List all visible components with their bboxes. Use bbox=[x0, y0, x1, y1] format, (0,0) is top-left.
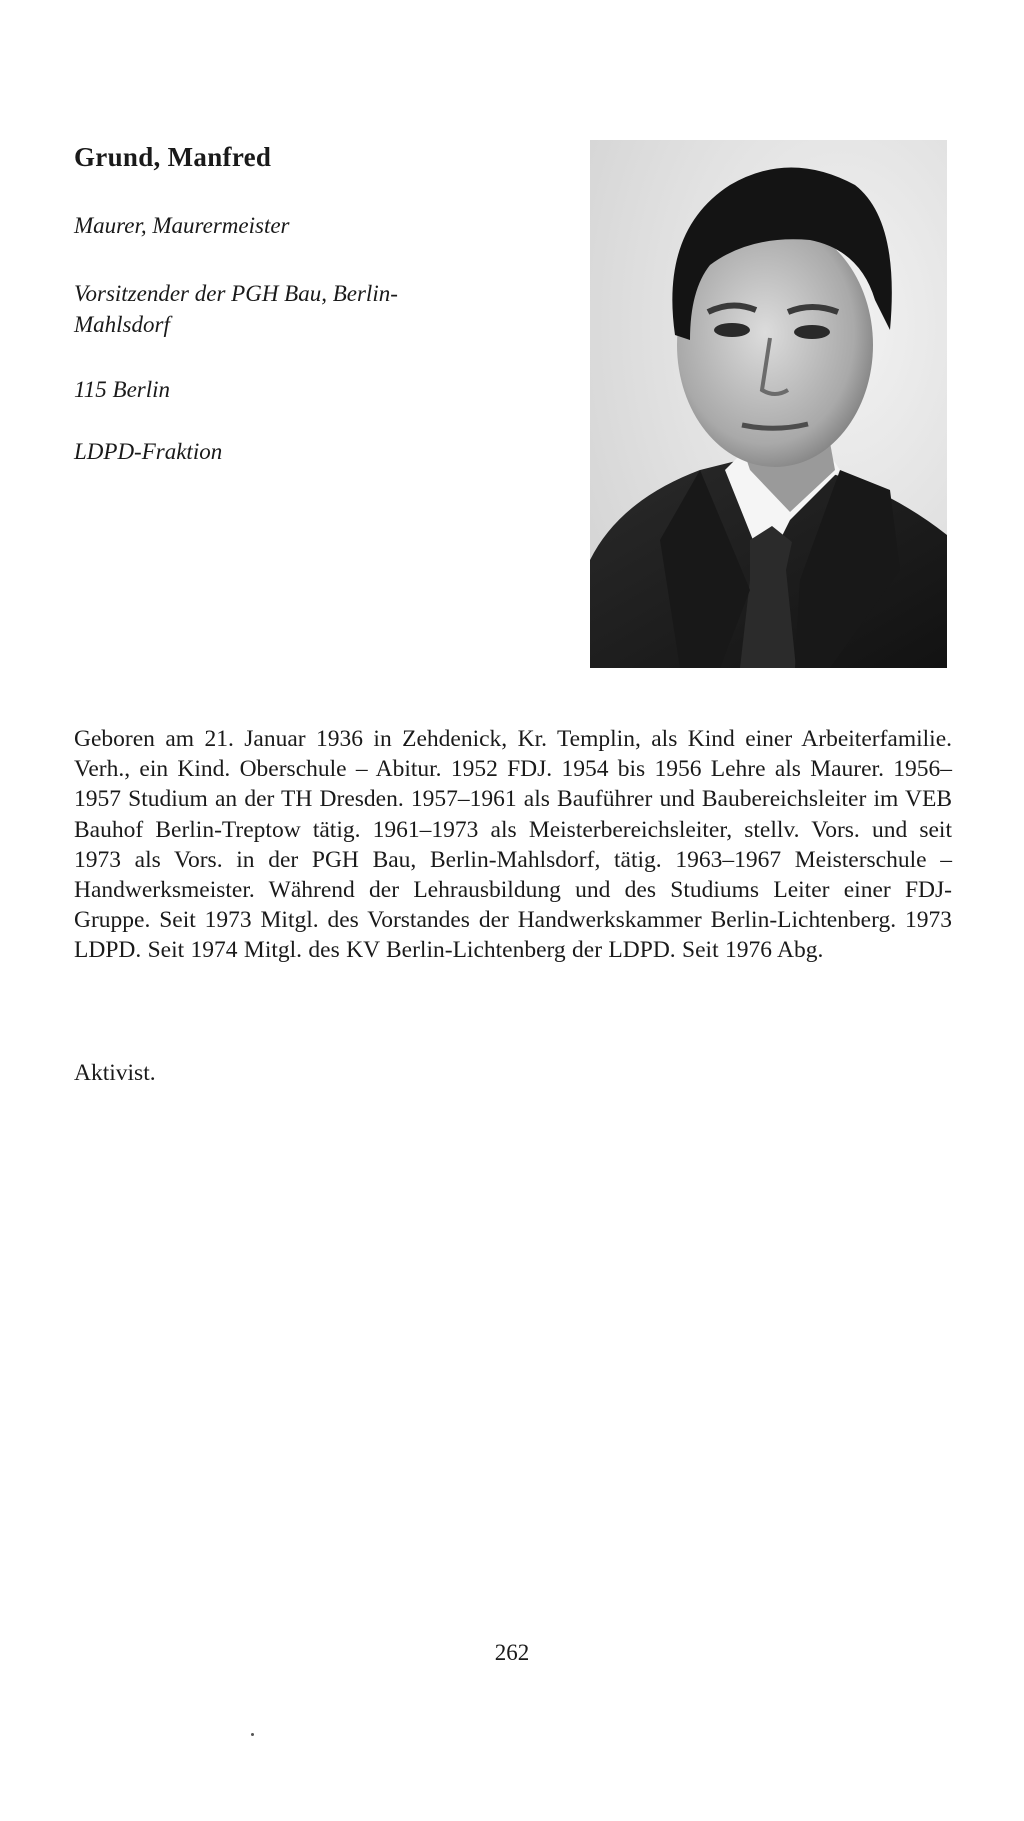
occupation: Maurer, Maurermeister bbox=[74, 213, 290, 238]
person-name: Grund, Manfred bbox=[74, 142, 272, 172]
biography-award: Aktivist. bbox=[74, 1060, 156, 1086]
scan-speck bbox=[251, 1733, 254, 1736]
photo-eye-right bbox=[794, 325, 830, 339]
address: 115 Berlin bbox=[74, 377, 171, 402]
position: Vorsitzender der PGH Bau, Berlin-Mahlsdorf bbox=[74, 281, 398, 337]
biography-text: Geboren am 21. Januar 1936 in Zehdenick, Kr. Templin, als Kind einer Arbeiterfamilie. Verh., ein Kind. Oberschule – Abitur. 1952 FDJ. 1954 bis 1956 Lehre als Maurer. 1956–1957 Studium an der TH Dresden. 1957–1961 als Bauführer und Baubereichsleiter im VEB Bauhof Berlin-Treptow tätig. 1961–1973 als Meisterbereichsleiter, stellv. Vors. und seit 1973 als Vors. in der PGH Bau, Berlin-Mahlsdorf, tätig. 1963–1967 Meisterschule – Handwerksmeister. Während der Lehrausbildung und des Studiums Leiter einer FDJ-Gruppe. Seit 1973 Mitgl. des Vorstandes der Handwerkskammer Berlin-Lichtenberg. 1973 LDPD. Seit 1974 Mitgl. des KV Berlin-Lichtenberg der LDPD. Seit 1976 Abg. bbox=[74, 726, 952, 964]
portrait-photo bbox=[590, 140, 947, 668]
page-number: 262 bbox=[494, 1640, 530, 1665]
faction: LDPD-Fraktion bbox=[74, 439, 223, 464]
photo-eye-left bbox=[714, 323, 750, 337]
